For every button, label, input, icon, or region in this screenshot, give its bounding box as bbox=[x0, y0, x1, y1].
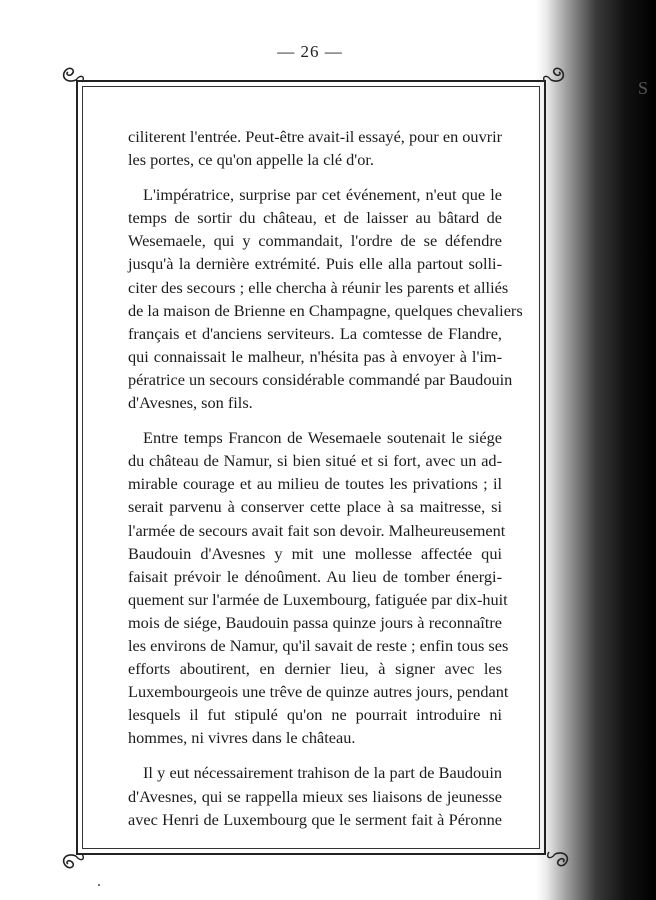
text-line: ciliterent l'entrée. Peut-être avait-il essayé, pour en ouvrir bbox=[128, 127, 503, 146]
text-line: de la maison de Brienne en Champagne, quelques chevaliers bbox=[128, 300, 523, 320]
scroll-ornament-bottom-left-icon bbox=[58, 848, 88, 874]
scroll-ornament-top-right-icon bbox=[539, 62, 569, 88]
text-line: d'Avesnes, qui se rappella mieux ses liaisons de jeunesse bbox=[128, 786, 502, 806]
page-number: — 26 — bbox=[277, 42, 343, 61]
text-line: avec Henri de Luxembourg que le serment fait à Péronne bbox=[128, 809, 502, 829]
text-line: pératrice un secours considérable commandé par Baudouin bbox=[128, 369, 513, 389]
text-line: faisait prévoir le dénoûment. Au lieu de tomber énergi- bbox=[128, 566, 502, 586]
text-line: les environs de Namur, qu'il savait de reste ; enfin tous ses bbox=[128, 635, 509, 655]
text-line: Entre temps Francon de Wesemaele soutenait le siége bbox=[143, 428, 502, 448]
paragraph bbox=[128, 183, 523, 414]
text-line: L'impératrice, surprise par cet événement, n'eut que le bbox=[143, 185, 502, 205]
binding-gutter bbox=[536, 0, 656, 900]
text-line: serait parvenu à conserver cette place à sa maitresse, si bbox=[128, 497, 502, 517]
scan-speck bbox=[98, 884, 100, 886]
text-line: quement sur l'armée de Luxembourg, fatiguée par dix-huit bbox=[128, 589, 508, 609]
text-line: les portes, ce qu'on appelle la clé d'or. bbox=[128, 150, 374, 170]
text-line: l'armée de secours avait fait son devoir. Malheureusement bbox=[128, 520, 506, 540]
paragraph bbox=[128, 426, 509, 749]
body-text bbox=[128, 125, 523, 843]
text-line: hommes, ni vivres dans le château. bbox=[128, 728, 356, 748]
text-line: du château de Namur, si bien situé et si fort, avec un ad- bbox=[128, 451, 502, 471]
scroll-ornament-bottom-right-icon bbox=[543, 846, 573, 872]
text-line: français et d'anciens serviteurs. La comtesse de Flandre, bbox=[128, 323, 502, 343]
text-line: efforts aboutirent, en dernier lieu, à signer avec les bbox=[128, 659, 502, 679]
text-line: Wesemaele, qui y commandait, l'ordre de se défendre bbox=[128, 231, 502, 251]
scroll-ornament-top-left-icon bbox=[58, 62, 88, 88]
text-line: lesquels il fut stipulé qu'on ne pourrait introduire ni bbox=[128, 705, 502, 725]
text-line: Luxembourgeois une trêve de quinze autres jours, pendant bbox=[128, 682, 509, 702]
text-line: Il y eut nécessairement trahison de la part de Baudouin bbox=[143, 763, 502, 783]
text-line: citer des secours ; elle chercha à réunir les parents et alliés bbox=[128, 277, 509, 297]
paragraph bbox=[128, 761, 502, 830]
text-line: temps de sortir du château, et de laisser au bâtard de bbox=[128, 208, 502, 228]
text-line: qui connaissait le malheur, n'hésita pas à envoyer à l'im- bbox=[128, 346, 502, 366]
text-line: mirable courage et au milieu de toutes les privations ; il bbox=[128, 474, 502, 494]
text-line: mois de siége, Baudouin passa quinze jours à reconnaître bbox=[128, 612, 502, 632]
text-line: d'Avesnes, son fils. bbox=[128, 393, 253, 413]
text-line: Baudouin d'Avesnes y mit une mollesse affectée qui bbox=[128, 543, 502, 563]
facing-page-edge-glyph: S bbox=[637, 78, 648, 98]
paragraph bbox=[128, 125, 502, 171]
text-line: jusqu'à la dernière extrémité. Puis elle alla partout solli- bbox=[128, 254, 502, 274]
